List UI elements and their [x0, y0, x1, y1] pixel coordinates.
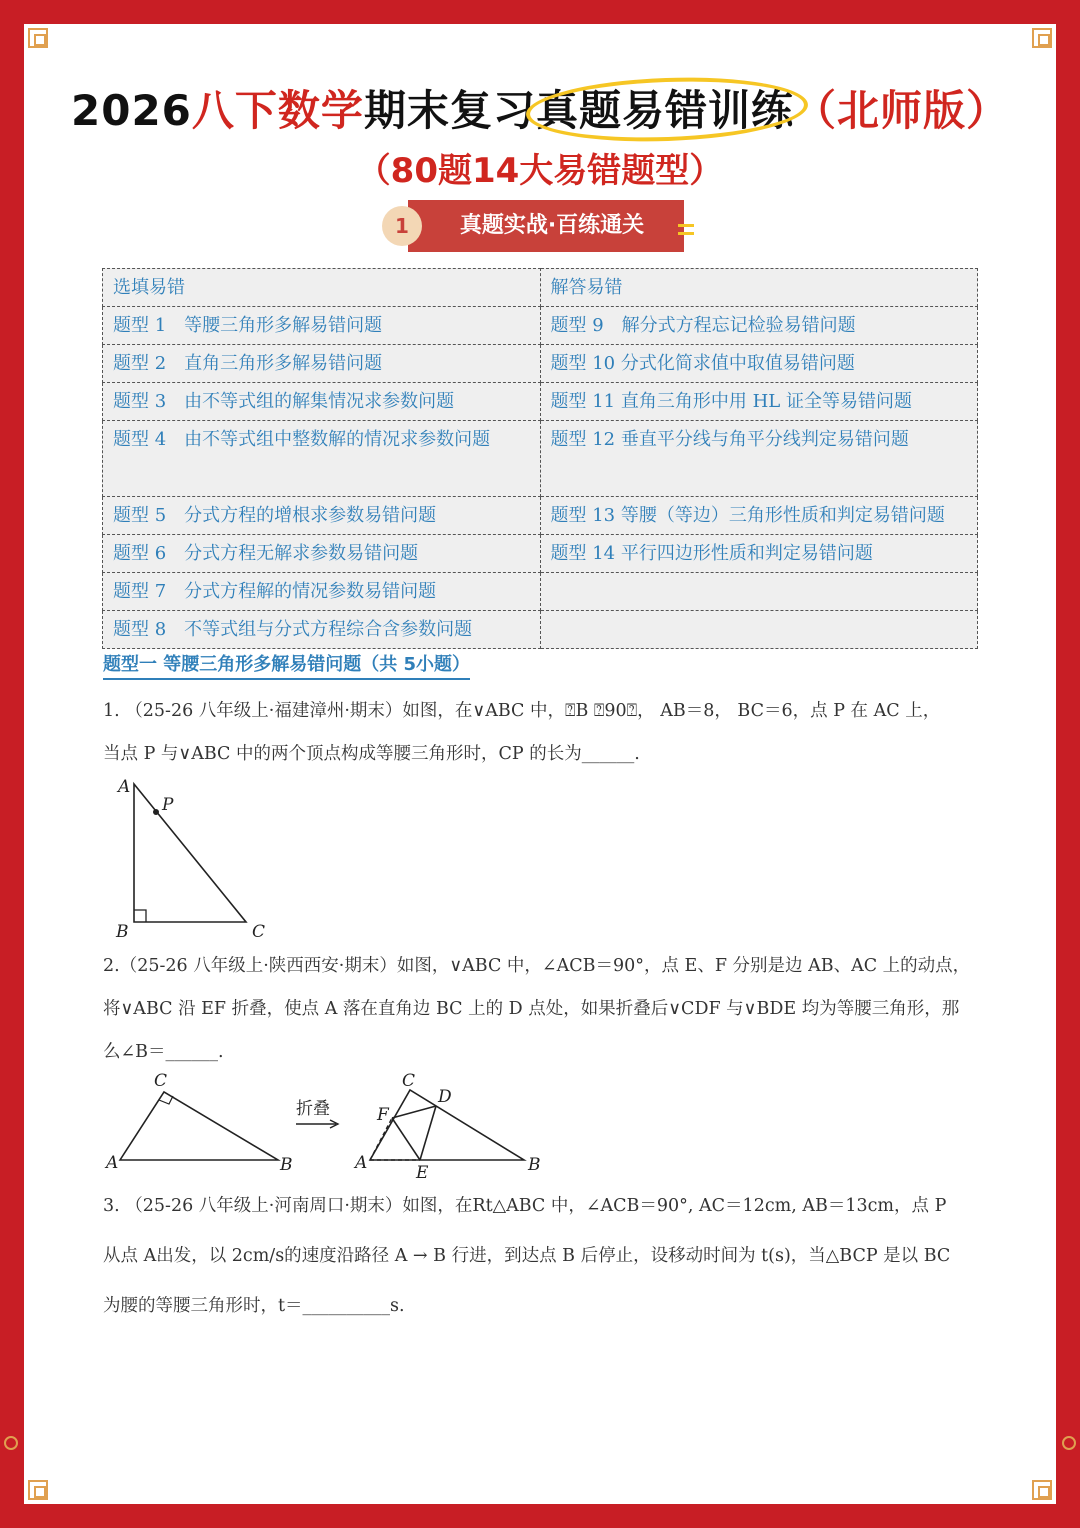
title-review: 期末复习	[363, 86, 536, 135]
type-cell: 题型 11 直角三角形中用 HL 证全等易错问题	[540, 383, 978, 421]
fold-line-ef	[392, 1118, 420, 1160]
fold-label: 折叠	[296, 1099, 330, 1119]
table-row	[103, 497, 978, 535]
type-cell: 题型 12 垂直平分线与角平分线判定易错问题	[540, 421, 978, 497]
label-a: A	[118, 777, 131, 797]
type-cell: 题型 5 分式方程的增根求参数易错问题	[103, 497, 541, 535]
table-row	[103, 535, 978, 573]
badge-label: 真题实战·百练通关	[408, 200, 684, 252]
segment-de	[420, 1106, 436, 1160]
section-title: 题型一 等腰三角形多解易错问题（共 5小题）	[103, 650, 470, 680]
type-cell	[103, 421, 541, 497]
table-row	[103, 573, 978, 611]
figure-q1-right-triangle	[100, 772, 290, 942]
label-b: B	[280, 1155, 293, 1175]
table-row	[103, 383, 978, 421]
type-cell: 题型 2 直角三角形多解易错问题	[103, 345, 541, 383]
label-c: C	[252, 922, 266, 942]
type-cell: 题型 6 分式方程无解求参数易错问题	[103, 535, 541, 573]
label-c: C	[402, 1071, 416, 1091]
left-header: 选填易错	[103, 269, 541, 307]
question-3-line-2: 从点 A出发，以 2cm/s的速度沿路径 A → B 行进，到达点 B 后停止，设移动时间为 t(s)，当△BCP 是以 BC	[103, 1246, 951, 1266]
type-cell: 题型 3 由不等式组的解集情况求参数问题	[103, 383, 541, 421]
point-p	[153, 809, 159, 815]
question-types-table	[102, 268, 978, 649]
corner-ornament-bottom-right	[1032, 1480, 1052, 1500]
segment-fd	[392, 1106, 436, 1118]
label-c: C	[154, 1071, 168, 1091]
type-cell: 题型 10 分式化简求值中取值易错问题	[540, 345, 978, 383]
title-grade: 八下数学	[191, 86, 364, 135]
side-ornament-right	[1062, 1436, 1076, 1450]
right-header: 解答易错	[540, 269, 978, 307]
corner-ornament-top-right	[1032, 28, 1052, 48]
title-edition: （北师版）	[793, 86, 1009, 135]
type-cell-text: 题型 4 由不等式组中整数解的情况求参数问题	[113, 429, 491, 450]
label-e: E	[416, 1163, 429, 1183]
triangle-abc	[134, 784, 246, 922]
badge-number: 1	[382, 206, 422, 246]
type-cell	[540, 611, 978, 649]
label-f: F	[377, 1105, 389, 1125]
question-1-line-2: 当点 P 与∨ABC 中的两个顶点构成等腰三角形时，CP 的长为______.	[103, 744, 640, 764]
table-header-row	[103, 269, 978, 307]
title-highlight: 真题易错训练	[535, 86, 794, 135]
label-a: A	[355, 1153, 368, 1173]
label-b: B	[116, 922, 129, 942]
type-cell: 题型 7 分式方程解的情况参数易错问题	[103, 573, 541, 611]
page-subtitle: （80题14大易错题型）	[356, 151, 724, 191]
table-row	[103, 611, 978, 649]
question-1-line-1: 1. （25-26 八年级上·福建漳州·期末）如图，在∨ABC 中，⍰B ⍰90⍰， AB＝8， BC＝6，点 P 在 AC 上，	[103, 701, 941, 721]
question-3-line-1: 3. （25-26 八年级上·河南周口·期末）如图，在Rt△ABC 中，∠ACB＝90°, AC＝12cm, AB＝13cm，点 P	[103, 1196, 947, 1216]
type-cell: 题型 8 不等式组与分式方程综合含参数问题	[103, 611, 541, 649]
figure-q2-folding	[100, 1066, 560, 1184]
side-ornament-left	[4, 1436, 18, 1450]
type-cell: 题型 1 等腰三角形多解易错问题	[103, 307, 541, 345]
title-year: 2026	[71, 86, 192, 135]
type-cell: 题型 9 解分式方程忘记检验易错问题	[540, 307, 978, 345]
type-cell: 题型 13 等腰（等边）三角形性质和判定易错问题	[540, 497, 978, 535]
label-b: B	[528, 1155, 541, 1175]
table-row	[103, 307, 978, 345]
question-2-line-3: 么∠B＝______.	[103, 1042, 224, 1062]
equals-icon	[678, 224, 694, 227]
corner-ornament-bottom-left	[28, 1480, 48, 1500]
question-2-line-2: 将∨ABC 沿 EF 折叠，使点 A 落在直角边 BC 上的 D 点处，如果折叠后∨CDF 与∨BDE 均为等腰三角形，那	[103, 999, 960, 1019]
page-title	[0, 78, 1080, 138]
table-row	[103, 421, 978, 497]
right-angle-mark	[134, 910, 146, 922]
label-d: D	[438, 1087, 452, 1107]
label-p: P	[162, 795, 174, 815]
label-a: A	[106, 1153, 119, 1173]
corner-ornament-top-left	[28, 28, 48, 48]
table-row	[103, 345, 978, 383]
section-badge	[382, 200, 702, 254]
question-2-line-1: 2.（25-26 八年级上·陕西西安·期末）如图，∨ABC 中，∠ACB＝90°，点 E、F 分别是边 AB、AC 上的动点，	[103, 956, 971, 976]
triangle-abc-original	[120, 1092, 278, 1160]
question-3-line-3: 为腰的等腰三角形时，t＝__________s.	[103, 1296, 405, 1316]
type-cell: 题型 14 平行四边形性质和判定易错问题	[540, 535, 978, 573]
type-cell	[540, 573, 978, 611]
